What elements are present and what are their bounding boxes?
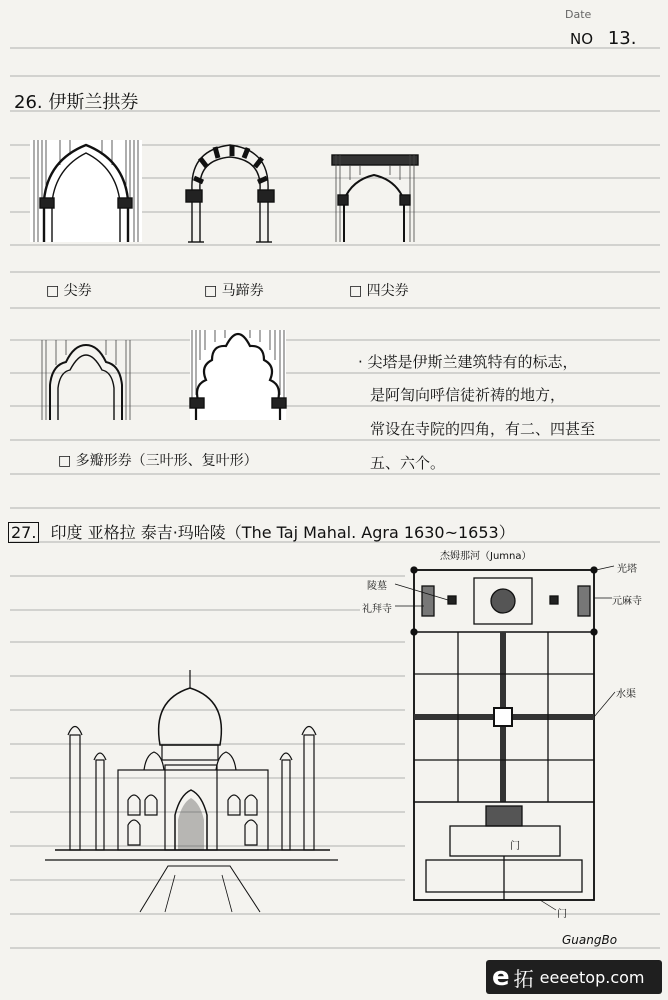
section-27-heading: 印度 亚格拉 泰吉·玛哈陵（The Taj Mahal. Agra 1630~1653） <box>50 523 515 542</box>
note-line: 五、六个。 <box>370 454 446 472</box>
taj-mahal-site-plan <box>395 566 615 910</box>
label-river: 杰姆那河（Jumna） <box>440 551 532 562</box>
caption-horseshoe-arch: □ 马蹄券 <box>204 283 264 299</box>
label-mosque: 礼拜寺 <box>362 604 392 615</box>
taj-mahal-elevation-sketch <box>45 670 338 912</box>
page-number-field <box>570 28 636 49</box>
watermark-url: eeeetop.com <box>539 967 645 987</box>
caption-multi-lobed-arch: □ 多瓣形券（三叶形、复叶形） <box>58 453 258 469</box>
note-line: · 尖塔是伊斯兰建筑特有的标志， <box>358 353 578 371</box>
horseshoe-arch-sketch <box>186 145 274 242</box>
trefoil-arch-sketch <box>42 340 130 420</box>
caption-four-centered-arch: □ 四尖券 <box>349 283 409 299</box>
label-outer-gate: 门 <box>557 909 567 920</box>
label-minaret: 光塔 <box>617 564 637 575</box>
section-27-number: 27. <box>8 522 39 543</box>
label-water-channel: 水渠 <box>616 689 636 700</box>
label-tomb: 陵墓 <box>367 581 387 592</box>
page-number-label: NO <box>570 30 594 48</box>
four-centered-arch-sketch <box>332 155 418 242</box>
logo-text: 拓 <box>513 966 534 991</box>
author-signature: GuangBo <box>562 933 618 947</box>
note-line: 是阿訇向呼信徒祈祷的地方， <box>370 386 566 404</box>
section-27-title <box>8 520 515 543</box>
watermark-logo <box>486 960 662 994</box>
page-number: 13. <box>607 28 637 49</box>
caption-pointed-arch: □ 尖券 <box>46 283 92 299</box>
label-gate: 门 <box>510 841 520 852</box>
section-26-title: 26. 伊斯兰拱券 <box>14 92 139 113</box>
pointed-arch-sketch <box>30 140 142 242</box>
date-label: Date <box>565 8 592 21</box>
note-line: 常设在寺院的四角，有二、四甚至 <box>370 420 596 438</box>
cusped-arch-sketch <box>190 330 286 420</box>
logo-e-icon: e <box>492 962 510 992</box>
label-hall: 元麻寺 <box>612 596 642 607</box>
